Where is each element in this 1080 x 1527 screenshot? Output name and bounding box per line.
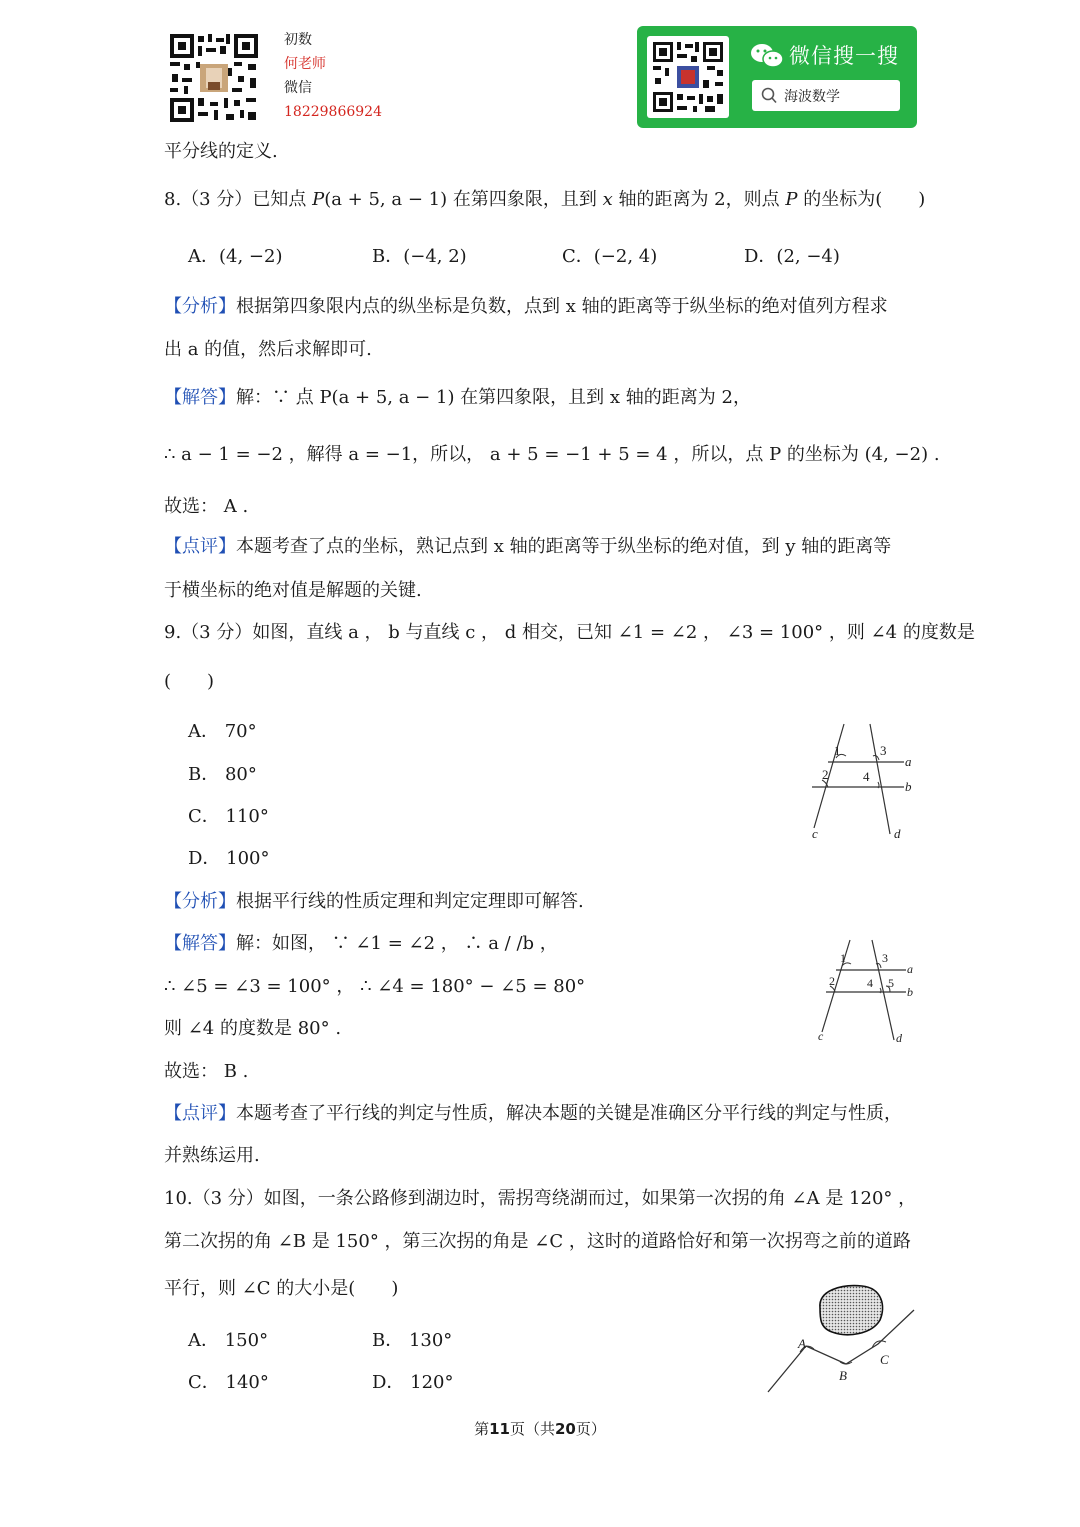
q10-option-a[interactable]: A． 150° (188, 1330, 269, 1351)
footer-page-number: 11 (489, 1420, 510, 1438)
banner-title: 微信搜一搜 (789, 44, 899, 68)
fig3-label: C (880, 1352, 889, 1367)
tag-solution: 【解答】 (164, 933, 236, 954)
q9-option-c[interactable]: C． 110° (188, 806, 269, 827)
contact-line-phone: 18229866924 (284, 104, 382, 120)
footer-text: 第 (474, 1420, 490, 1438)
q8-text: 的坐标为( ) (797, 189, 926, 210)
text-line: 第二次拐的角 ∠B 是 150° ，第三次拐的角是 ∠C ，这时的道路恰好和第一次拐弯之前的道路 (164, 1231, 911, 1252)
text-line: 并熟练运用. (164, 1145, 260, 1166)
fig2-label: 2 (829, 974, 835, 988)
fig2-label: 5 (888, 976, 894, 990)
text-line: 则 ∠4 的度数是 80° . (164, 1018, 342, 1039)
a8-comment (164, 534, 891, 560)
a8-comment-text: 本题考查了点的坐标，熟记点到 x 轴的距离等于纵坐标的绝对值，到 y 轴的距离等 (236, 536, 892, 557)
q9-option-d[interactable]: D． 100° (188, 848, 270, 869)
q8-option-c[interactable]: C．(−2, 4) (562, 246, 658, 267)
a9-solution (164, 931, 558, 957)
fig1-label: 3 (880, 743, 887, 758)
qr-code-left (168, 32, 260, 124)
a9-analysis-text: 根据平行线的性质定理和判定定理即可解答. (236, 891, 584, 912)
contact-line-wechat: 微信 (284, 80, 312, 96)
tag-analysis: 【分析】 (164, 891, 236, 912)
fig1-label: 1 (834, 743, 841, 758)
tag-solution: 【解答】 (164, 387, 236, 408)
fig1-label: a (905, 754, 912, 769)
fig1-label: d (894, 826, 901, 841)
search-icon (761, 87, 777, 104)
q8-point: P (312, 189, 325, 210)
footer-total-pages: 20 (555, 1420, 576, 1438)
fig3-label: A (798, 1336, 806, 1351)
footer-text: 页） (575, 1420, 606, 1438)
contact-line-teacher: 何老师 (284, 56, 326, 72)
question-10: 10.（3 分）如图，一条公路修到湖边时，需拐弯绕湖而过，如果第一次拐的角 ∠A 是 120° ， (164, 1188, 917, 1209)
q10-option-c[interactable]: C． 140° (188, 1372, 269, 1393)
a9-choice: 故选： B . (164, 1061, 249, 1082)
q8-text: 轴的距离为 2，则点 (612, 189, 786, 210)
a8-analysis (164, 294, 888, 320)
a9-solution-text: 解：如图， ∵ ∠1 = ∠2 ， ∴ a / /b ， (236, 933, 558, 954)
q8-coord: (a + 5, a − 1) (324, 189, 448, 210)
contact-info (284, 28, 382, 124)
q9-option-b[interactable]: B． 80° (188, 764, 257, 785)
a9-analysis (164, 889, 584, 915)
q8-text: 8.（3 分）已知点 (164, 189, 313, 210)
contact-line-subject: 初数 (284, 32, 312, 48)
a8-choice: 故选： A . (164, 496, 249, 517)
q10-option-b[interactable]: B． 130° (372, 1330, 453, 1351)
q9-option-a[interactable]: A． 70° (188, 721, 257, 742)
a8-solution (164, 385, 751, 411)
fig1-label: b (905, 779, 912, 794)
fig2-label: a (907, 962, 913, 976)
a8-analysis-text: 根据第四象限内点的纵坐标是负数，点到 x 轴的距离等于纵坐标的绝对值列方程求 (236, 296, 888, 317)
fig2-label: d (896, 1031, 902, 1045)
text-line: 平行，则 ∠C 的大小是( ) (164, 1278, 399, 1299)
wechat-logo-icon (750, 42, 784, 70)
q8-text: 在第四象限，且到 (447, 189, 603, 210)
figure-lake-road (762, 1280, 922, 1398)
figure-parallel-lines-1 (800, 718, 925, 846)
question-9: 9.（3 分）如图，直线 a ， b 与直线 c ， d 相交，已知 ∠1 = ∠2 ， ∠3 = 100° ，则 ∠4 的度数是 (164, 622, 975, 643)
fig1-label: c (812, 826, 818, 841)
fig2-label: c (818, 1029, 824, 1043)
a9-comment-text: 本题考查了平行线的判定与性质，解决本题的关键是准确区分平行线的判定与性质， (236, 1103, 902, 1124)
question-8 (164, 187, 925, 213)
q10-option-d[interactable]: D． 120° (372, 1372, 454, 1393)
fig2-label: 3 (882, 951, 888, 965)
tag-comment: 【点评】 (164, 1103, 236, 1124)
a8-solution-text: 解：∵ 点 P(a + 5, a − 1) 在第四象限，且到 x 轴的距离为 2， (236, 387, 751, 408)
fig2-label: b (907, 985, 913, 999)
tag-comment: 【点评】 (164, 536, 236, 557)
q8-option-b[interactable]: B．(−4, 2) (372, 246, 467, 267)
q8-point: P (785, 189, 798, 210)
footer-text: 页（共 (509, 1420, 555, 1438)
text-line: ∴ ∠5 = ∠3 = 100° ， ∴ ∠4 = 180° − ∠5 = 80° (164, 976, 586, 997)
qr-code-banner (647, 36, 729, 118)
text-line: 出 a 的值，然后求解即可. (164, 339, 372, 360)
text-line: ∴ a − 1 = −2 ，解得 a = −1，所以， a + 5 = −1 + 5 = 4 ，所以，点 P 的坐标为 (4, −2) . (164, 444, 940, 465)
text-line: 平分线的定义. (164, 141, 278, 162)
page-footer (0, 1418, 1080, 1439)
fig3-label: B (839, 1368, 847, 1383)
fig2-label: 4 (867, 976, 873, 990)
banner-search-box[interactable] (752, 80, 900, 111)
banner-search-text: 海波数学 (784, 89, 840, 105)
a9-comment (164, 1101, 902, 1127)
fig1-label: 4 (863, 769, 870, 784)
tag-analysis: 【分析】 (164, 296, 236, 317)
wechat-search-banner[interactable] (637, 26, 917, 128)
q8-axis: x (602, 189, 613, 210)
figure-parallel-lines-2 (806, 936, 924, 1048)
q8-option-d[interactable]: D．(2, −4) (744, 246, 840, 267)
fig1-label: 2 (822, 767, 829, 782)
q8-option-a[interactable]: A．(4, −2) (188, 246, 283, 267)
text-line: 于横坐标的绝对值是解题的关键. (164, 580, 422, 601)
fig2-label: 1 (840, 951, 846, 965)
question-9-bracket: ( ) (164, 671, 215, 692)
